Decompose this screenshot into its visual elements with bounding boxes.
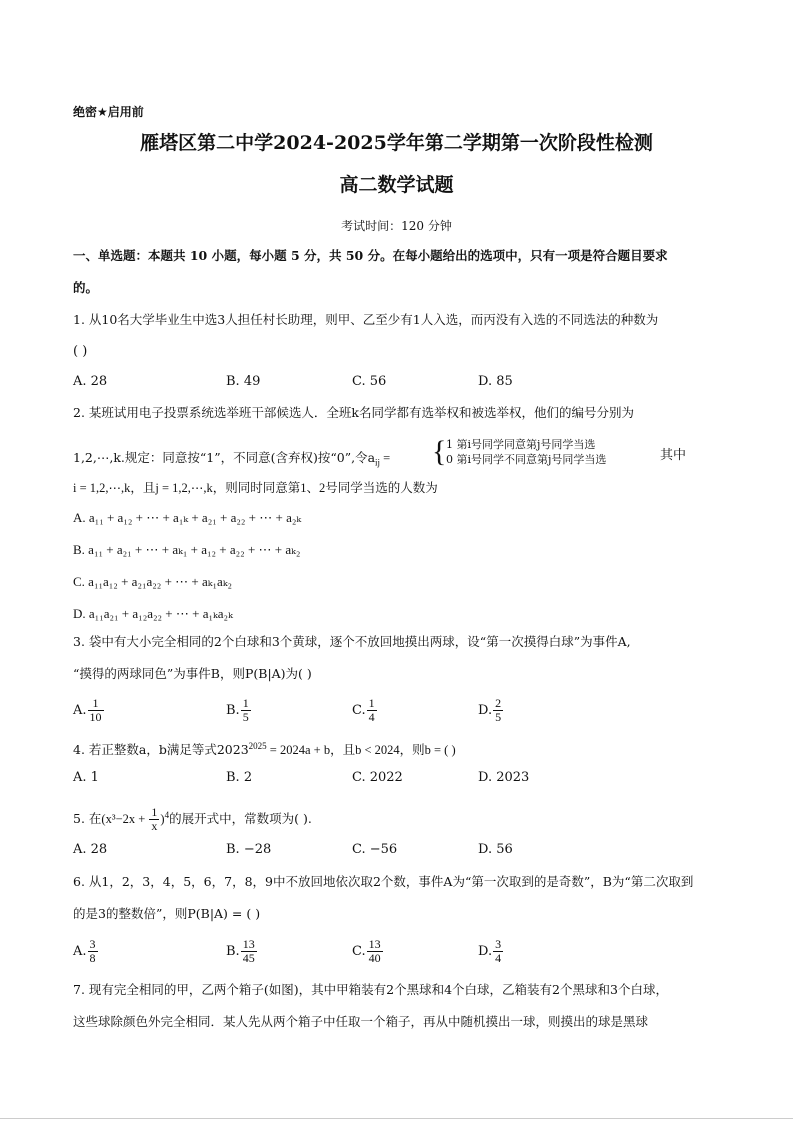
- q5-option-a: A. 28: [73, 842, 108, 857]
- fraction-numerator: 3: [495, 937, 502, 951]
- fraction-denominator: 10: [89, 710, 102, 724]
- q5-suffix: 的展开式中，常数项为( ).: [169, 811, 312, 827]
- q2-option-c: [73, 574, 232, 590]
- q6-option-d: [478, 938, 504, 965]
- q2-stem-line2: [73, 450, 390, 471]
- exam-time: 考试时间：120 分钟: [341, 219, 452, 233]
- q2-case-2: 0 第i号同学不同意第j号同学当选: [446, 453, 607, 466]
- q2-option-a-expr: a₁₁ + a₁₂ + ⋯ + a₁ₖ + a₂₁ + a₂₂ + ⋯ + a₂ₖ: [88, 510, 302, 525]
- q2-option-d-expr: a₁₁a₂₁ + a₁₂a₂₂ + ⋯ + a₁ₖa₂ₖ: [88, 606, 233, 621]
- q1-option-a: A. 28: [73, 374, 108, 389]
- section-intro-line2: 的。: [73, 280, 99, 295]
- fraction-numerator: 2: [495, 696, 502, 710]
- q6-option-a: [73, 938, 99, 965]
- fraction-numerator: 1: [242, 696, 249, 710]
- q6-stem-line1: 6. 从1，2，3，4，5，6，7，8，9中不放回地依次取2个数，事件A为“第一次取到的是奇数”，B为“第二次取到: [73, 874, 694, 889]
- q4-option-c: C. 2022: [352, 770, 403, 785]
- q3-stem-line1: 3. 袋中有大小完全相同的2个白球和3个黄球，逐个不放回地摸出两球，设“第一次摸得白球”为事件A,: [73, 634, 631, 649]
- q6-option-a-label: A.: [73, 944, 87, 959]
- q3-option-b-label: B.: [226, 703, 240, 718]
- q2-option-d-label: D.: [73, 606, 86, 621]
- q2-stem-where: 其中: [660, 448, 687, 463]
- q2-case-1: 1 第i号同学同意第j号同学当选: [446, 438, 596, 451]
- q6-option-d-fraction: [493, 938, 503, 965]
- q4-stem-part1: 4. 若正整数a，b满足等式2023: [73, 742, 249, 758]
- q6-option-c-fraction: [367, 938, 383, 965]
- q2-equals: =: [380, 451, 391, 465]
- q3-option-b: [226, 697, 252, 724]
- exam-subtitle: 高二数学试题: [339, 174, 454, 196]
- q3-option-d-fraction: [493, 697, 503, 724]
- fraction-numerator: 1: [88, 697, 104, 711]
- exam-title: 雁塔区第二中学2024-2025学年第二学期第一次阶段性检测: [140, 132, 653, 154]
- q2-option-c-expr: a₁₁a₁₂ + a₂₁a₂₂ + ⋯ + aₖ₁aₖ₂: [88, 574, 233, 589]
- q3-option-d-label: D.: [478, 703, 493, 718]
- q5-fraction: [149, 806, 159, 833]
- q3-option-a: [73, 697, 105, 724]
- q2-option-c-label: C.: [73, 574, 85, 589]
- q1-option-d: D. 85: [478, 374, 513, 389]
- q3-option-b-fraction: [241, 697, 251, 724]
- q2-option-d: [73, 606, 233, 622]
- q1-option-b: B. 49: [226, 374, 261, 389]
- q3-option-c-fraction: [367, 697, 377, 724]
- q2-cases-brace: {: [432, 435, 447, 468]
- q6-option-b-fraction: [241, 938, 257, 965]
- q5-expression: (x³−2x +: [101, 812, 149, 827]
- q4-stem: [73, 738, 456, 758]
- q6-option-a-fraction: [88, 938, 98, 965]
- q3-option-d: [478, 697, 504, 724]
- section-intro-line1: 一、单选题：本题共 10 小题，每小题 5 分，共 50 分。在每小题给出的选项中，只有一项是符合题目要求: [73, 248, 668, 263]
- q5-prefix: 5. 在: [73, 811, 102, 827]
- fraction-denominator: 45: [242, 951, 255, 965]
- q5-option-b: B. −28: [226, 842, 272, 857]
- q6-option-b: [226, 938, 258, 965]
- fraction-numerator: 13: [242, 937, 255, 951]
- q2-aij-subscript: ij: [375, 457, 381, 468]
- q4-option-a: A. 1: [73, 770, 99, 785]
- q7-stem-line2: 这些球除颜色外完全相同．某人先从两个箱子中任取一个箱子，再从中随机摸出一球，则摸出的球是黑球: [73, 1014, 649, 1029]
- fraction-numerator: 1: [151, 805, 158, 820]
- q1-stem-line2: ( ): [73, 344, 88, 359]
- q3-option-c-label: C.: [352, 703, 366, 718]
- q6-option-c: [352, 938, 384, 965]
- fraction-denominator: 4: [495, 951, 502, 965]
- q5-expression-close: ): [160, 812, 165, 827]
- fraction-denominator: 5: [495, 710, 502, 724]
- q5-option-d: D. 56: [478, 842, 513, 857]
- q3-option-a-fraction: [88, 697, 104, 724]
- q2-rule-text: 1,2,⋯,k.规定：同意按“1”，不同意(含弃权)按“0”,令a: [73, 450, 376, 465]
- fraction-denominator: 40: [368, 951, 381, 965]
- page-bottom-divider: [0, 1118, 793, 1119]
- q4-option-d: D. 2023: [478, 770, 530, 785]
- fraction-denominator: 4: [368, 710, 375, 724]
- q2-option-a-label: A.: [73, 510, 86, 525]
- q4-stem-part2: = 2024a + b，且b < 2024，则b = ( ): [266, 743, 456, 758]
- q4-exponent: 2025: [248, 741, 267, 751]
- q2-option-b: [73, 542, 300, 558]
- q2-option-b-label: B.: [73, 542, 85, 557]
- q2-option-a: [73, 510, 301, 526]
- q3-option-c: [352, 697, 378, 724]
- q6-option-c-label: C.: [352, 944, 366, 959]
- q6-option-b-label: B.: [226, 944, 240, 959]
- q3-option-a-label: A.: [73, 703, 87, 718]
- fraction-numerator: 3: [89, 937, 96, 951]
- confidential-mark: 绝密★启用前: [73, 105, 144, 119]
- q1-stem-line1: 1. 从10名大学毕业生中选3人担任村长助理，则甲、乙至少有1人入选，而丙没有入选的不同选法的种数为: [73, 312, 659, 327]
- q6-stem-line2: 的是3的整数倍”，则P(B|A) = ( ): [73, 906, 261, 921]
- q7-stem-line1: 7. 现有完全相同的甲，乙两个箱子(如图)，其中甲箱装有2个黑球和4个白球，乙箱装有2个黑球和3个白球，: [73, 982, 668, 997]
- q5-option-c: C. −56: [352, 842, 398, 857]
- fraction-denominator: x: [151, 819, 158, 834]
- fraction-denominator: 8: [89, 951, 96, 965]
- q4-option-b: B. 2: [226, 770, 253, 785]
- q2-stem-line1: 2. 某班试用电子投票系统选举班干部候选人．全班k名同学都有选举权和被选举权，他们的编号分别为: [73, 405, 634, 420]
- q5-power: 4: [164, 810, 170, 820]
- q6-option-d-label: D.: [478, 944, 493, 959]
- q2-stem-line3: i = 1,2,⋯,k，且j = 1,2,⋯,k，则同时同意第1、2号同学当选的人数为: [73, 481, 438, 495]
- fraction-denominator: 5: [242, 710, 249, 724]
- fraction-numerator: 13: [368, 937, 381, 951]
- q1-option-c: C. 56: [352, 374, 387, 389]
- fraction-numerator: 1: [368, 696, 375, 710]
- q5-stem: [73, 800, 312, 834]
- q3-stem-line2: “摸得的两球同色”为事件B，则P(B|A)为( ): [73, 666, 312, 681]
- q2-option-b-expr: a₁₁ + a₂₁ + ⋯ + aₖ₁ + a₁₂ + a₂₂ + ⋯ + aₖ₂: [88, 542, 301, 557]
